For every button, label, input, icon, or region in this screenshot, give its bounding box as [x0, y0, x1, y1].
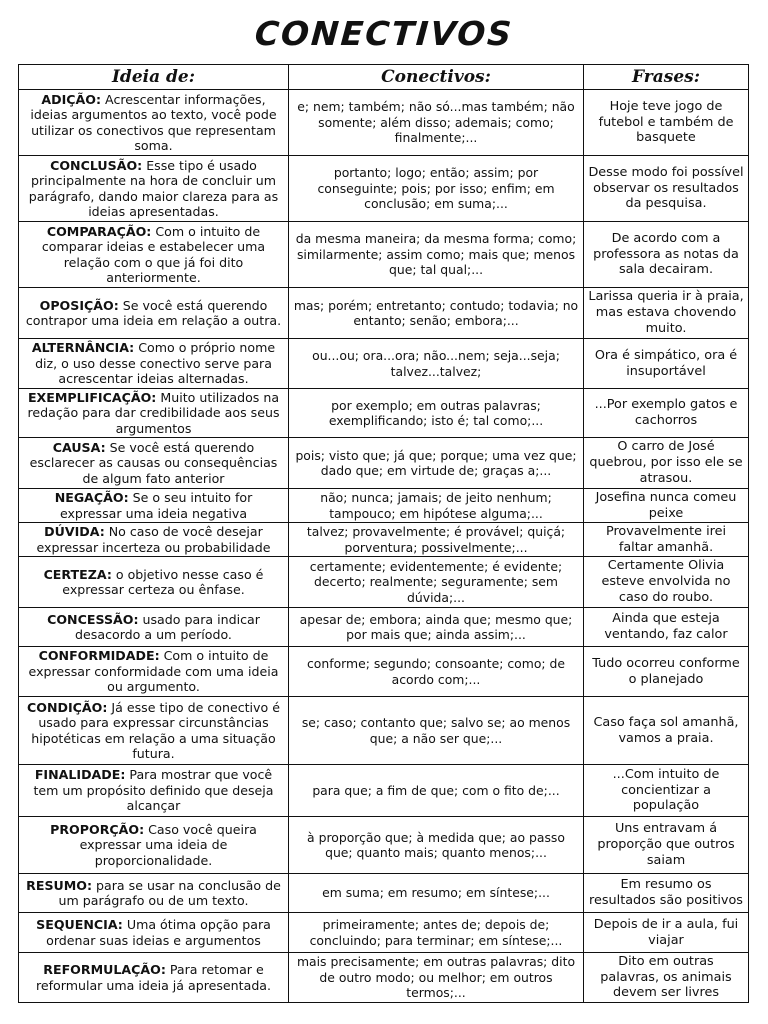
- idea-cell: [19, 647, 289, 697]
- idea-cell: [19, 156, 289, 222]
- phrase-cell: Ainda que esteja ventando, faz calor: [584, 608, 749, 647]
- connectives-cell: apesar de; embora; ainda que; mesmo que; por mais que; ainda assim;...: [289, 608, 584, 647]
- phrase-cell: Em resumo os resultados são positivos: [584, 874, 749, 913]
- phrase-cell: ...Por exemplo gatos e cachorros: [584, 389, 749, 438]
- phrase-cell: Hoje teve jogo de futebol e também de basquete: [584, 90, 749, 156]
- phrase-cell: Josefina nunca comeu peixe: [584, 489, 749, 523]
- table-row: [19, 874, 749, 913]
- idea-description: Para retomar e reformular uma ideia já apresentada.: [35, 962, 272, 993]
- connectives-cell: se; caso; contanto que; salvo se; ao menos que; a não ser que;...: [289, 697, 584, 765]
- table-row: [19, 438, 749, 489]
- header-idea: Ideia de:: [19, 65, 289, 90]
- idea-name: CONDIÇÃO:: [27, 699, 108, 715]
- table-row: [19, 608, 749, 647]
- idea-description: Se você está querendo contrapor uma ideia em relação a outra.: [25, 297, 282, 328]
- idea-cell: [19, 874, 289, 913]
- idea-description: usado para indicar desacordo a um período.: [75, 611, 260, 642]
- connectives-cell: mas; porém; entretanto; contudo; todavia; no entanto; senão; embora;...: [289, 288, 584, 339]
- phrase-cell: O carro de José quebrou, por isso ele se atrasou.: [584, 438, 749, 489]
- table-row: [19, 90, 749, 156]
- connectives-cell: por exemplo; em outras palavras; exemplificando; isto é; tal como;...: [289, 389, 584, 438]
- idea-cell: [19, 288, 289, 339]
- idea-cell: [19, 557, 289, 608]
- idea-name: CONCLUSÃO:: [50, 157, 143, 173]
- connectives-cell: mais precisamente; em outras palavras; dito de outro modo; ou melhor; em outros termos;...: [289, 953, 584, 1003]
- phrase-cell: De acordo com a professora as notas da sala decairam.: [584, 222, 749, 288]
- connectives-cell: primeiramente; antes de; depois de; concluindo; para terminar; em síntese;...: [289, 913, 584, 953]
- phrase-cell: Tudo ocorreu conforme o planejado: [584, 647, 749, 697]
- table-row: [19, 389, 749, 438]
- phrase-cell: Provavelmente irei faltar amanhã.: [584, 523, 749, 557]
- idea-name: SEQUENCIA:: [36, 917, 123, 932]
- idea-description: Já esse tipo de conectivo é usado para expressar circunstâncias hipotéticas em relação a uma situação futura.: [31, 699, 280, 761]
- idea-name: PROPORÇÃO:: [50, 821, 145, 837]
- idea-cell: [19, 90, 289, 156]
- idea-name: DÚVIDA:: [44, 524, 105, 539]
- idea-name: CAUSA:: [52, 439, 106, 455]
- table-row: [19, 817, 749, 874]
- idea-description: para se usar na conclusão de um parágrafo ou de um texto.: [58, 877, 281, 908]
- idea-description: o objetivo nesse caso é expressar certeza ou ênfase.: [62, 566, 264, 597]
- table-row: [19, 953, 749, 1003]
- header-phrases: Frases:: [584, 65, 749, 90]
- connectives-cell: conforme; segundo; consoante; como; de acordo com;...: [289, 647, 584, 697]
- idea-description: Se o seu intuito for expressar uma ideia negativa: [59, 490, 253, 521]
- header-connectives: Conectivos:: [289, 65, 584, 90]
- connectives-cell: ou...ou; ora...ora; não...nem; seja...seja; talvez...talvez;: [289, 339, 584, 389]
- idea-name: REFORMULAÇÃO:: [43, 962, 166, 977]
- table-row: [19, 288, 749, 339]
- phrase-cell: Desse modo foi possível observar os resultados da pesquisa.: [584, 156, 749, 222]
- phrase-cell: Depois de ir a aula, fui viajar: [584, 913, 749, 953]
- phrase-cell: Dito em outras palavras, os animais devem ser livres: [584, 953, 749, 1003]
- table-row: [19, 913, 749, 953]
- phrase-cell: Larissa queria ir à praia, mas estava chovendo muito.: [584, 288, 749, 339]
- table-row: [19, 557, 749, 608]
- idea-cell: [19, 953, 289, 1003]
- idea-description: Com o intuito de expressar conformidade com uma ideia ou argumento.: [28, 648, 279, 695]
- connectives-cell: não; nunca; jamais; de jeito nenhum; tampouco; em hipótese alguma;...: [289, 489, 584, 523]
- table-row: [19, 697, 749, 765]
- phrase-cell: Certamente Olivia esteve envolvida no caso do roubo.: [584, 557, 749, 608]
- idea-cell: [19, 339, 289, 389]
- idea-cell: [19, 913, 289, 953]
- phrase-cell: Ora é simpático, ora é insuportável: [584, 339, 749, 389]
- idea-cell: [19, 697, 289, 765]
- idea-description: Se você está querendo esclarecer as causas ou consequências de algum fato anterior: [29, 439, 278, 486]
- idea-description: Caso você queira expressar uma ideia de proporcionalidade.: [79, 821, 257, 868]
- idea-name: CONCESSÃO:: [47, 611, 139, 627]
- table-row: [19, 765, 749, 817]
- phrase-cell: ...Com intuito de concientizar a população: [584, 765, 749, 817]
- idea-name: COMPARAÇÃO:: [46, 223, 152, 239]
- table-row: [19, 222, 749, 288]
- idea-name: CONFORMIDADE:: [38, 648, 160, 664]
- connectives-table: [18, 64, 749, 1003]
- table-row: [19, 489, 749, 523]
- idea-cell: [19, 523, 289, 557]
- idea-description: Como o próprio nome diz, o uso desse conectivo serve para acrescentar ideias alternadas.: [35, 340, 276, 387]
- idea-cell: [19, 817, 289, 874]
- idea-cell: [19, 438, 289, 489]
- connectives-cell: talvez; provavelmente; é provável; quiçá; porventura; possivelmente;...: [289, 523, 584, 557]
- table-row: [19, 156, 749, 222]
- connectives-cell: certamente; evidentemente; é evidente; decerto; realmente; seguramente; sem dúvida;...: [289, 557, 584, 608]
- idea-description: No caso de você desejar expressar incerteza ou probabilidade: [36, 524, 271, 555]
- connectives-cell: da mesma maneira; da mesma forma; como; similarmente; assim como; mais que; menos que; tal qual;...: [289, 222, 584, 288]
- connectives-cell: e; nem; também; não só...mas também; não somente; além disso; ademais; como; finalmente;...: [289, 90, 584, 156]
- idea-name: FINALIDADE:: [34, 767, 126, 783]
- table-row: [19, 339, 749, 389]
- connectives-cell: para que; a fim de que; com o fito de;...: [289, 765, 584, 817]
- idea-cell: [19, 222, 289, 288]
- connectives-cell: à proporção que; à medida que; ao passo que; quanto mais; quanto menos;...: [289, 817, 584, 874]
- connectives-cell: em suma; em resumo; em síntese;...: [289, 874, 584, 913]
- page-title: CONECTIVOS: [253, 14, 515, 53]
- idea-name: RESUMO:: [26, 877, 93, 893]
- idea-name: EXEMPLIFICAÇÃO:: [27, 389, 157, 405]
- idea-description: Muito utilizados na redação para dar credibilidade aos seus argumentos: [27, 389, 280, 436]
- idea-description: Para mostrar que você tem um propósito definido que deseja alcançar: [33, 767, 274, 814]
- idea-name: ADIÇÃO:: [41, 91, 102, 107]
- idea-name: CERTEZA:: [43, 566, 112, 582]
- table-row: [19, 647, 749, 697]
- idea-name: OPOSIÇÃO:: [39, 297, 119, 313]
- table-header-row: [19, 65, 749, 90]
- phrase-cell: Uns entravam á proporção que outros saiam: [584, 817, 749, 874]
- idea-description: Uma ótima opção para ordenar suas ideias e argumentos: [46, 917, 271, 948]
- idea-name: NEGAÇÃO:: [54, 490, 129, 505]
- idea-cell: [19, 389, 289, 438]
- connectives-cell: portanto; logo; então; assim; por conseguinte; pois; por isso; enfim; em conclusão; em suma;...: [289, 156, 584, 222]
- idea-description: Acrescentar informações, ideias argumentos ao texto, você pode utilizar os conectivos que representam soma.: [30, 91, 277, 153]
- idea-cell: [19, 608, 289, 647]
- idea-name: ALTERNÂNCIA:: [31, 340, 135, 356]
- phrase-cell: Caso faça sol amanhã, vamos a praia.: [584, 697, 749, 765]
- idea-description: Esse tipo é usado principalmente na hora de concluir um parágrafo, dando maior clareza para as ideias apresentadas.: [28, 157, 279, 219]
- table-row: [19, 523, 749, 557]
- idea-cell: [19, 489, 289, 523]
- idea-cell: [19, 765, 289, 817]
- connectives-cell: pois; visto que; já que; porque; uma vez que; dado que; em virtude de; graças a;...: [289, 438, 584, 489]
- idea-description: Com o intuito de comparar ideias e estabelecer uma relação com o que já foi dito anteriormente.: [41, 223, 266, 285]
